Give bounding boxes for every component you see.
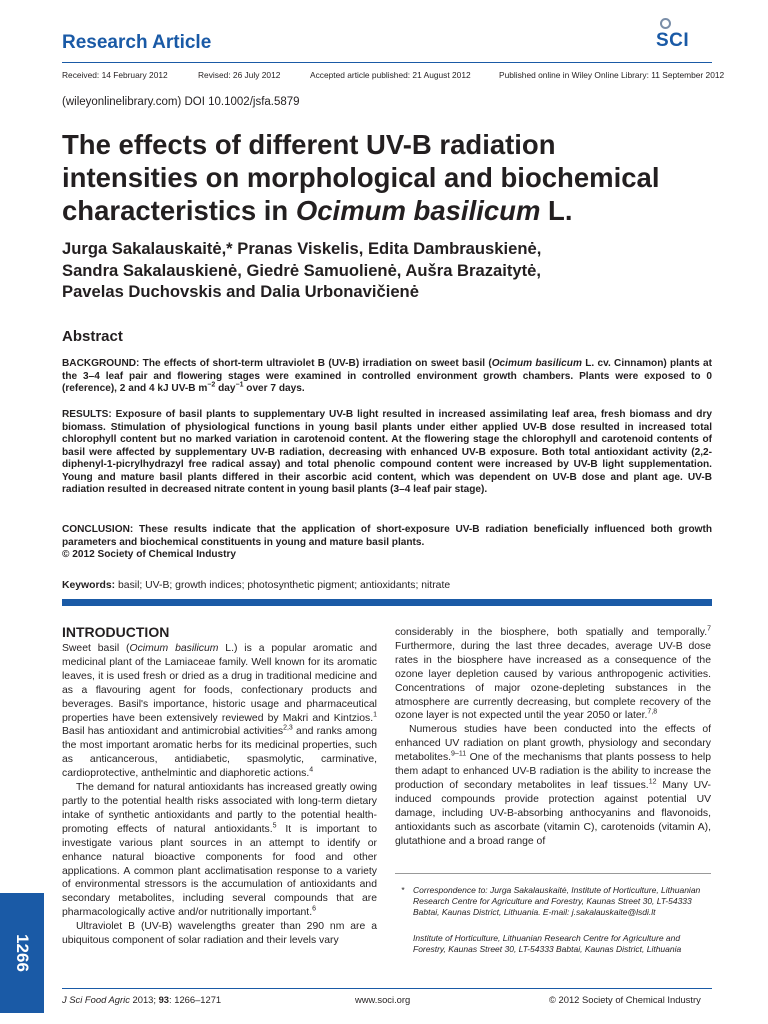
section-divider-bar: [62, 599, 712, 606]
footer-rule: [62, 988, 712, 989]
p1-species: Ocimum basilicum: [129, 643, 219, 654]
conclusion-text: CONCLUSION: These results indicate that the application of short-exposure UV-B radiation beneficially influenced both growth parameters and biochemical constituents in young and mature basil plants.: [62, 524, 712, 548]
logo-text: SCI: [656, 30, 690, 51]
footnote-rule: [395, 873, 711, 874]
article-title: [62, 128, 722, 227]
journal-year: 2013;: [129, 994, 159, 1005]
title-species: Ocimum basilicum: [295, 195, 541, 226]
r2-a: Numerous studies have been conducted into the effects of enhanced UV radiation on plant growth, physiology and secondary metabolites.: [395, 724, 711, 764]
citation-7[interactable]: 7: [707, 625, 711, 633]
p1-d: and ranks among the most important aromatic herbs for its medicinal properties, such as anticancerous, antidiabetic, spasmolytic, carminative, cardioprotective, anthelmintic and diaphoretic actions.: [62, 726, 377, 780]
abstract-background: [62, 358, 712, 396]
r2-b: One of the mechanisms that plants possess to help them adapt to enhanced UV-B radiation is the ability to increase the production of secondary metabolites in leaf tissues.: [395, 752, 711, 791]
citation-1[interactable]: 1: [373, 711, 377, 719]
abstract-conclusion: [62, 524, 712, 562]
authors-line-2: Sandra Sakalauskienė, Giedrė Samuolienė, Aušra Brazaitytė,: [62, 260, 541, 280]
title-line-3-post: L.: [540, 195, 573, 226]
received-date: Received: 14 February 2012: [62, 70, 168, 80]
p1-a: Sweet basil (: [62, 643, 130, 654]
intro-paragraph-3: Ultraviolet B (UV-B) wavelengths greater than 290 nm are a ubiquitous component of solar radiation and their levels vary: [62, 921, 377, 947]
intro-paragraph-2: [62, 781, 377, 920]
journal-pages: : 1266–1271: [169, 994, 222, 1005]
title-line-1: The effects of different UV-B radiation: [62, 129, 556, 160]
p1-b: L.) is a popular aromatic and medicinal plant of the Lamiaceae family. Well known for its aromatic leaves, it is used fresh or dried as a drug in traditional medicine and as a flavouring agent for foods, confectionary products and beverages. Basil's importance, historic usage and pharmaceutical properties have been extensively reviewed by Makri and Kintzios.: [62, 643, 378, 724]
accepted-date: Accepted article published: 21 August 2012: [310, 70, 471, 80]
keywords-text: basil; UV-B; growth indices; photosynthetic pigment; antioxidants; nitrate: [115, 580, 451, 591]
p1-c: Basil has antioxidant and antimicrobial activities: [62, 726, 284, 738]
citation-7-8[interactable]: 7,8: [647, 708, 658, 716]
journal-volume: 93: [158, 994, 170, 1005]
body-column-right: [395, 626, 711, 849]
introduction-heading: INTRODUCTION: [62, 624, 170, 640]
keywords-label: Keywords:: [62, 580, 116, 591]
revised-date: Revised: 26 July 2012: [198, 70, 281, 80]
bg-text-a: BACKGROUND: The effects of short-term ultraviolet B (UV-B) irradiation on sweet basil (: [62, 358, 492, 369]
bg-sup-1: −2: [207, 381, 216, 389]
published-date: Published online in Wiley Online Library: 11 September 2012: [499, 70, 725, 80]
citation-6[interactable]: 6: [312, 905, 316, 913]
p2-b: It is important to investigate various plant sources in an attempt to identify or enhance natural bioactive components for food and other applications. A common plant acclimatisation response to a variety of environmental stressors is the accumulation of antioxidants and secondary metabolites, including several compounds that are pharmacologically active and/or nutritionally important.: [62, 823, 377, 919]
website-link[interactable]: www.soci.org: [355, 994, 411, 1005]
abstract-copyright: © 2012 Society of Chemical Industry: [62, 549, 237, 560]
intro-paragraph-1: [62, 642, 377, 781]
footer-copyright: © 2012 Society of Chemical Industry: [549, 994, 701, 1005]
bg-text-b: L. cv. Cinnamon) plants at the 3–4 leaf pair and flowering stages were examined in controlled environment growth chambers. Plants were exposed to 0 (reference), 2 and 4 kJ UV-B m: [62, 358, 712, 394]
citation-5[interactable]: 5: [272, 822, 277, 830]
doi[interactable]: (wileyonlinelibrary.com) DOI 10.1002/jsfa.5879: [62, 96, 300, 108]
journal-citation: [62, 994, 221, 1005]
page-number: [0, 893, 44, 1013]
abstract-heading: Abstract: [62, 328, 123, 345]
affiliation-text: Institute of Horticulture, Lithuanian Research Centre for Agriculture and Forestry, Kaunas Street 30, LT-54333 Babtai, Kaunas District, Lithuania: [413, 933, 682, 954]
bg-species: Ocimum basilicum: [491, 358, 582, 369]
r1-b: Furthermore, during the last three decades, average UV-B dose rates in the biosphere have increased as a consequence of the ozone layer depletion caused by various anthropogenic activities. Concentrations of major ozone-depleting substances in the atmosphere are currently decreasing, but complete recovery of the ozone layer is not expected until the year 2050 or later.: [395, 640, 711, 722]
article-type-label: Research Article: [62, 32, 212, 53]
p2-a: The demand for natural antioxidants has increased greatly owing partly to the potential health risks associated with long-term dietary intake of synthetic antioxidants and partly to the potential health-promoting effects of natural antioxidants.: [62, 782, 377, 835]
r2-c: Many UV-induced compounds provide protection against potential UV damage, including UV-B-absorbing anthocyanins and flavonoids, antioxidants such as ascorbate (vitamin C), carotenoids (vitamin A), glutathione and a broad range of: [395, 779, 711, 847]
abstract-results: RESULTS: Exposure of basil plants to supplementary UV-B light resulted in increased assimilating leaf area, fresh biomass and dry biomass. Stimulation of physiological functions in young basil plants under either applied UV-B dose resulted in increased total chlorophyll content but no marked variation in carotenoid content. At the flowering stage the chlorophyll and carotenoid contents of basil were affected by supplementary UV-B radiation, decreasing with enhanced UV-B exposure. Both total antioxidant activity (2,2-diphenyl-1-picrylhydrazyl free radical assay) and total phenolic compound content were increased by UV-B light supplementation. Young and mature basil plants differed in their ascorbic acid content, which was dependent on UV-B dose and plant age. UV-B radiation resulted in decreased nitrate content in young basil plants (3–4 leaf pair stage).: [62, 409, 712, 495]
bg-text-d: over 7 days.: [243, 383, 305, 394]
page-number-text: 1266: [12, 934, 32, 972]
citation-2-3[interactable]: 2,3: [283, 724, 293, 732]
logo-ring-icon: [660, 18, 671, 29]
authors-line-1: Jurga Sakalauskaitė,* Pranas Viskelis, Edita Dambrauskienė,: [62, 239, 542, 258]
header-rule: [62, 62, 712, 63]
bg-text-c: day: [215, 383, 236, 394]
sci-logo: [656, 18, 712, 54]
affiliation-footnote: [395, 933, 711, 955]
correspondence-text: Correspondence to: Jurga Sakalauskaitė, Institute of Horticulture, Lithuanian Research Centre for Agriculture and Forestry, Kaunas Street 30, LT-54333 Babtai, Kaunas District, Lithuania. E-mail: j.sakalauskaite@lsdi.lt: [413, 885, 701, 917]
intro-paragraph-4: [395, 723, 711, 848]
body-column-left: [62, 642, 377, 948]
citation-4[interactable]: 4: [309, 766, 314, 774]
citation-12[interactable]: 12: [648, 778, 657, 786]
keywords: [62, 580, 712, 591]
title-line-2: intensities on morphological and biochemical: [62, 162, 660, 193]
footnote-star: *: [401, 885, 405, 895]
citation-9-11[interactable]: 9–11: [451, 750, 467, 758]
intro-paragraph-3-cont: [395, 626, 711, 723]
bg-sup-2: −1: [235, 381, 244, 389]
authors: [62, 238, 722, 303]
r1-a: considerably in the biosphere, both spatially and temporally.: [395, 627, 708, 638]
journal-name: J Sci Food Agric: [62, 994, 130, 1005]
correspondence-footnote: [395, 885, 711, 918]
title-line-3-pre: characteristics in: [62, 195, 296, 226]
authors-line-3: Pavelas Duchovskis and Dalia Urbonavičienė: [62, 282, 419, 301]
